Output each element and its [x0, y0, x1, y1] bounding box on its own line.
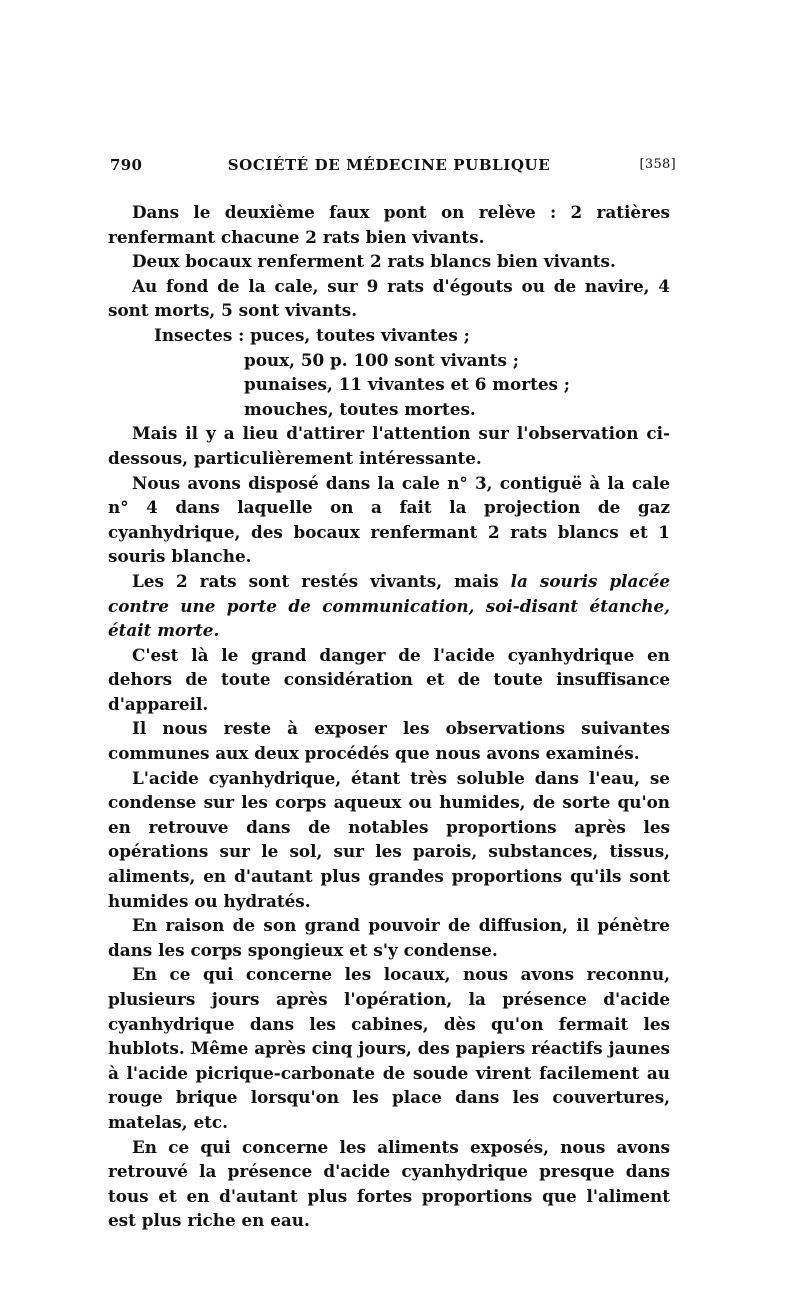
paragraph-second-deck: Dans le deuxième faux pont on relève : 2 ratières renfermant chacune 2 rats bien vivants.: [108, 202, 670, 247]
paragraph-attention: Mais il y a lieu d'attirer l'attention sur l'observation ci-dessous, particulièrement intéressante.: [108, 423, 670, 468]
paragraph-hold-rats: Au fond de la cale, sur 9 rats d'égouts ou de navire, 4 sont morts, 5 sont vivants.: [108, 275, 670, 321]
book-page: [108, 156, 676, 1233]
paragraph-diffusion: En raison de son grand pouvoir de diffusion, il pénètre dans les corps spongieux et s'y condense.: [108, 915, 670, 960]
page-reference: [358]: [639, 157, 676, 172]
insect-list: [108, 323, 670, 421]
paragraph-solubility: L'acide cyanhydrique, étant très soluble dans l'eau, se condense sur les corps aqueux ou humides, de sorte qu'on en retrouve dans de notables proportions après les opérations sur le sol, sur les parois, substances, tissus, aliments, en d'autant plus grandes proportions qu'ils sont humides ou hydratés.: [108, 767, 670, 911]
insect-list-item: poux, 50 p. 100 sont vivants ;: [244, 349, 519, 370]
paragraph-hold-three: Nous avons disposé dans la cale n° 3, contiguë à la cale n° 4 dans laquelle on a fait la projection de gaz cyanhydrique, des bocaux renfermant 2 rats blancs et 1 souris blanche.: [108, 472, 670, 567]
running-title: SOCIÉTÉ DE MÉDECINE PUBLIQUE: [227, 156, 551, 174]
insect-list-item: punaises, 11 vivantes et 6 mortes ;: [244, 374, 570, 395]
paragraph-mouse-italic: la souris placée contre une porte de communication, soi-disant étanche, était morte.: [108, 570, 670, 641]
body-text: [108, 200, 670, 1233]
paragraph-foods: En ce qui concerne les aliments exposés, nous avons retrouvé la présence d'acide cyanhydrique presque dans tous et en d'autant plus fortes proportions que l'aliment est plus riche en eau.: [108, 1136, 670, 1231]
paragraph-premises: En ce qui concerne les locaux, nous avons reconnu, plusieurs jours après l'opération, la présence d'acide cyanhydrique dans les cabines, dès qu'on fermait les hublots. Même après cinq jours, des papiers réactifs jaunes à l'acide picrique-carbonate de soude virent facilement au rouge brique lorsqu'on les place dans les couvertures, matelas, etc.: [108, 964, 670, 1132]
page-number: 790: [110, 156, 143, 174]
paragraph-mouse-start: Les 2 rats sont restés vivants, mais: [132, 570, 511, 591]
paragraph-jars: Deux bocaux renferment 2 rats blancs bien vivants.: [132, 251, 616, 272]
paragraph-observations: Il nous reste à exposer les observations suivantes communes aux deux procédés que nous avons examinés.: [108, 718, 670, 764]
paragraph-mouse: [108, 569, 670, 643]
insect-list-item: Insectes : puces, toutes vivantes ;: [154, 324, 470, 345]
insect-list-item: mouches, toutes mortes.: [244, 398, 476, 419]
paragraph-danger: C'est là le grand danger de l'acide cyanhydrique en dehors de toute considération et de toute insuffisance d'appareil.: [108, 644, 670, 714]
running-head: [108, 156, 676, 182]
